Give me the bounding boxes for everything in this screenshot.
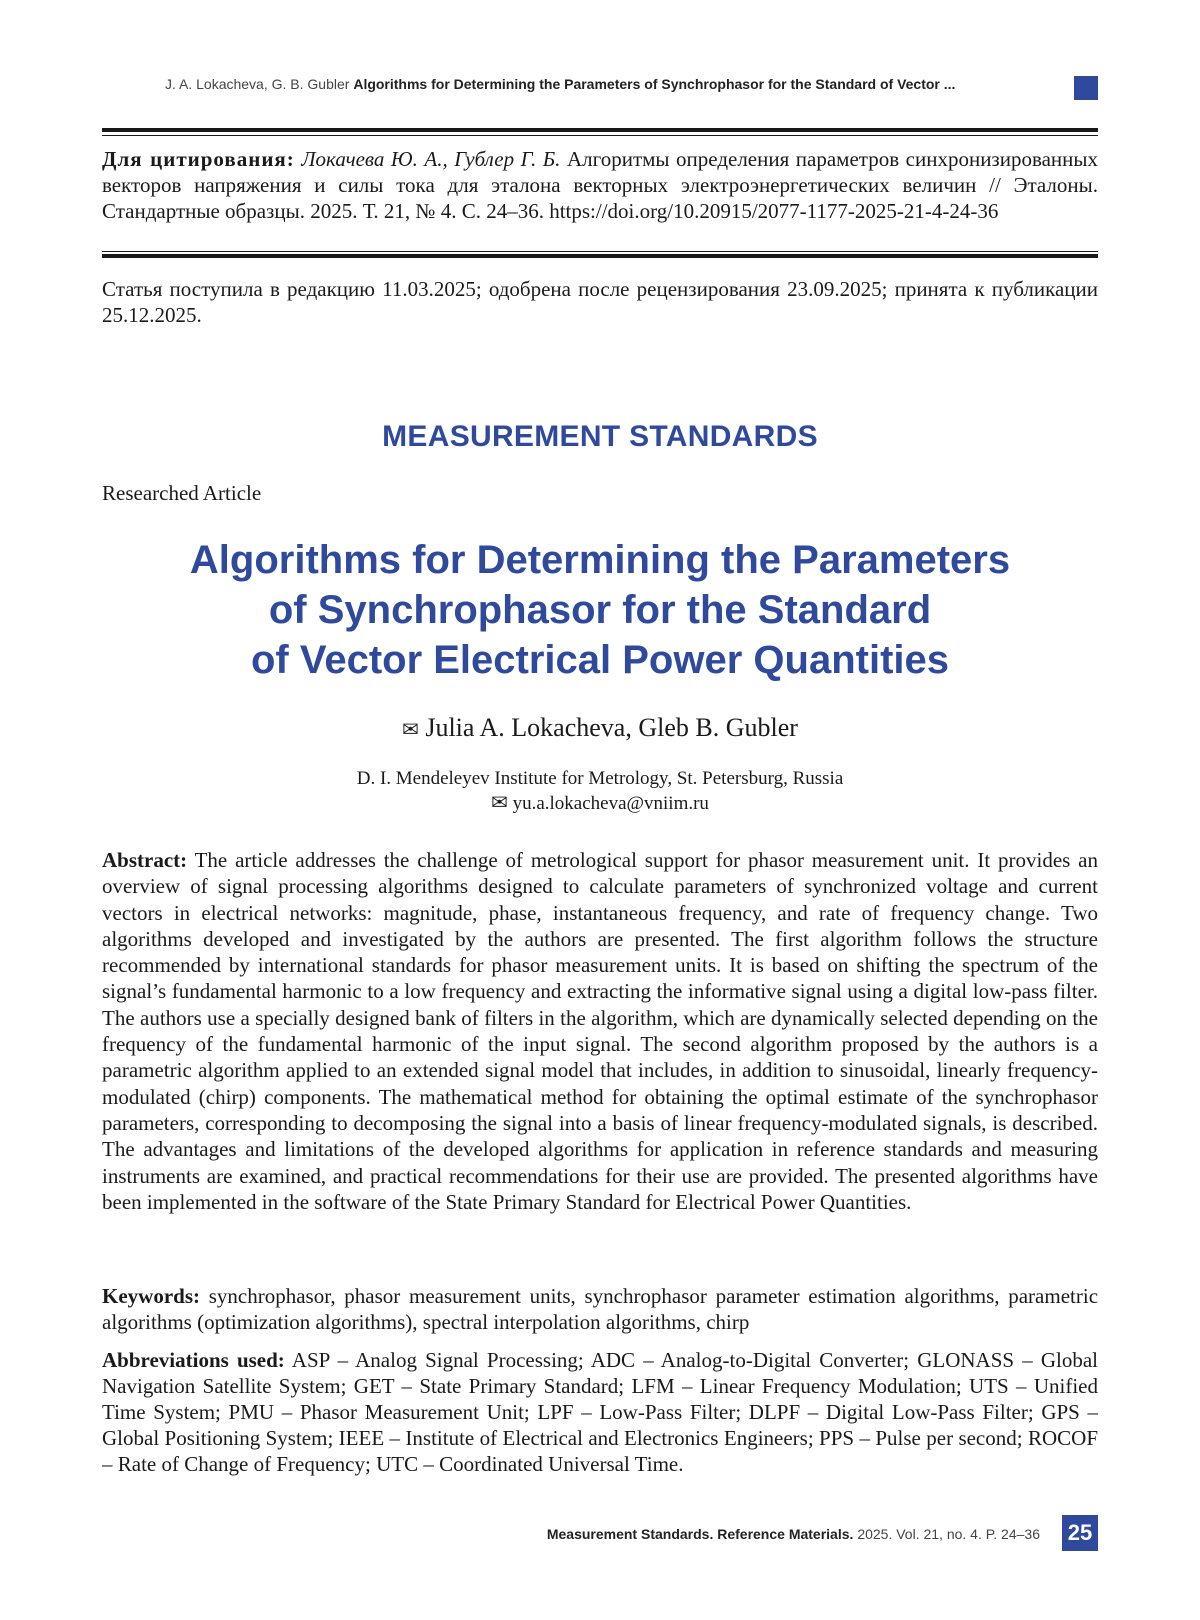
citation-text: Алгоритмы определения параметров синхронизированных векторов напряжения и силы тока для эталона векторных электроэнергетических величин // Эталоны. Стандартные образцы. 2025. Т. 21, № 4. С. 24–36. https://doi.org/10.20915/2077-1177-2025-21-4-24-36 (102, 147, 1099, 223)
envelope-icon: ✉ (491, 792, 508, 814)
article-title-line: of Vector Electrical Power Quantities (250, 638, 949, 682)
citation-top-rule-thin (102, 135, 1098, 136)
abstract-label: Abstract: (102, 848, 188, 872)
article-title-line: of Synchrophasor for the Standard (268, 588, 932, 632)
footer-details: 2025. Vol. 21, no. 4. P. 24–36 (857, 1526, 1040, 1542)
citation-block (102, 146, 1098, 224)
running-head-authors: J. A. Lokacheva, G. B. Gubler (165, 76, 350, 92)
keywords-text: synchrophasor, phasor measurement units, synchrophasor parameter estimation algorithms, parametric algorithms (optimization algorithms), spectral interpolation algorithms, chirp (102, 1284, 1099, 1334)
abstract-text: The article addresses the challenge of metrological support for phasor measurement unit. It provides an overview of signal processing algorithms designed to calculate parameters of synchronized voltage and current vectors in electrical networks: magnitude, phase, instantaneous frequency, and rate of frequency change. Two algorithms developed and investigated by the authors are presented. The first algorithm follows the structure recommended by international standards for phasor measurement units. It is based on shifting the spectrum of the signal’s fundamental harmonic to a low frequency and extracting the informative signal using a digital low-pass filter. The authors use a specially designed bank of filters in the algorithm, which are dynamically selected depending on the frequency of the fundamental harmonic of the input signal. The second algorithm proposed by the authors is a parametric algorithm applied to an extended signal model that includes, in addition to sinusoidal, linearly frequency-modulated (chirp) components. The mathematical method for obtaining the optimal estimate of the synchrophasor parameters, corresponding to decomposing the signal into a basis of linear frequency-modulated signals, is described. The advantages and limitations of the developed algorithms for application in reference standards and measuring instruments are examined, and practical recommendations for their use are provided. The presented algorithms have been implemented in the software of the State Primary Standard for Electrical Power Quantities. (102, 848, 1098, 1214)
affiliation: D. I. Mendeleyev Institute for Metrology, St. Petersburg, Russia (356, 768, 844, 789)
article-type: Researched Article (102, 481, 262, 505)
author-email[interactable]: yu.a.lokacheva@vniim.ru (512, 793, 709, 814)
citation-authors: Локачева Ю. А., Гублер Г. Б. (301, 147, 561, 171)
abbreviations-label: Abbreviations used: (102, 1348, 285, 1372)
header-accent-square (1074, 76, 1098, 100)
email-line (0, 791, 1200, 816)
footer-journal: Measurement Standards. Reference Materials. (546, 1526, 854, 1542)
abstract (102, 847, 1098, 1215)
abbreviations (102, 1347, 1098, 1477)
authors-line (0, 713, 1200, 743)
received-dates: Статья поступила в редакцию 11.03.2025; одобрена после рецензирования 23.09.2025; принята к публикации 25.12.2025. (102, 277, 1098, 327)
authors-names: Julia A. Lokacheva, Gleb B. Gubler (425, 713, 798, 742)
running-head (165, 76, 1065, 98)
abbreviations-text: ASP – Analog Signal Processing; ADC – Analog-to-Digital Converter; GLONASS – Global Navigation Satellite System; GET – State Primary Standard; LFM – Linear Frequency Modulation; UTS – Unified Time System; PMU – Phasor Measurement Unit; LPF – Low-Pass Filter; DLPF – Digital Low-Pass Filter; GPS – Global Positioning System; IEEE – Institute of Electrical and Electronics Engineers; PPS – Pulse per second; ROCOF – Rate of Change of Frequency; UTC – Coordinated Universal Time. (102, 1348, 1098, 1476)
citation-bottom-rule-thin (102, 251, 1098, 252)
citation-top-rule (102, 128, 1098, 132)
page-number: 25 (1062, 1515, 1098, 1551)
keywords (102, 1283, 1098, 1335)
footer (340, 1526, 1040, 1542)
keywords-label: Keywords: (102, 1284, 200, 1308)
section-title: MEASUREMENT STANDARDS (382, 420, 818, 453)
running-head-title: Algorithms for Determining the Parameters of Synchrophasor for the Standard of Vector ... (353, 76, 956, 92)
article-title-line: Algorithms for Determining the Parameters (189, 538, 1011, 582)
article-title (0, 535, 1200, 685)
affiliation-block (0, 766, 1200, 816)
citation-bottom-rule (102, 254, 1098, 258)
citation-label: Для цитирования: (102, 147, 295, 171)
envelope-icon: ✉ (402, 719, 419, 741)
